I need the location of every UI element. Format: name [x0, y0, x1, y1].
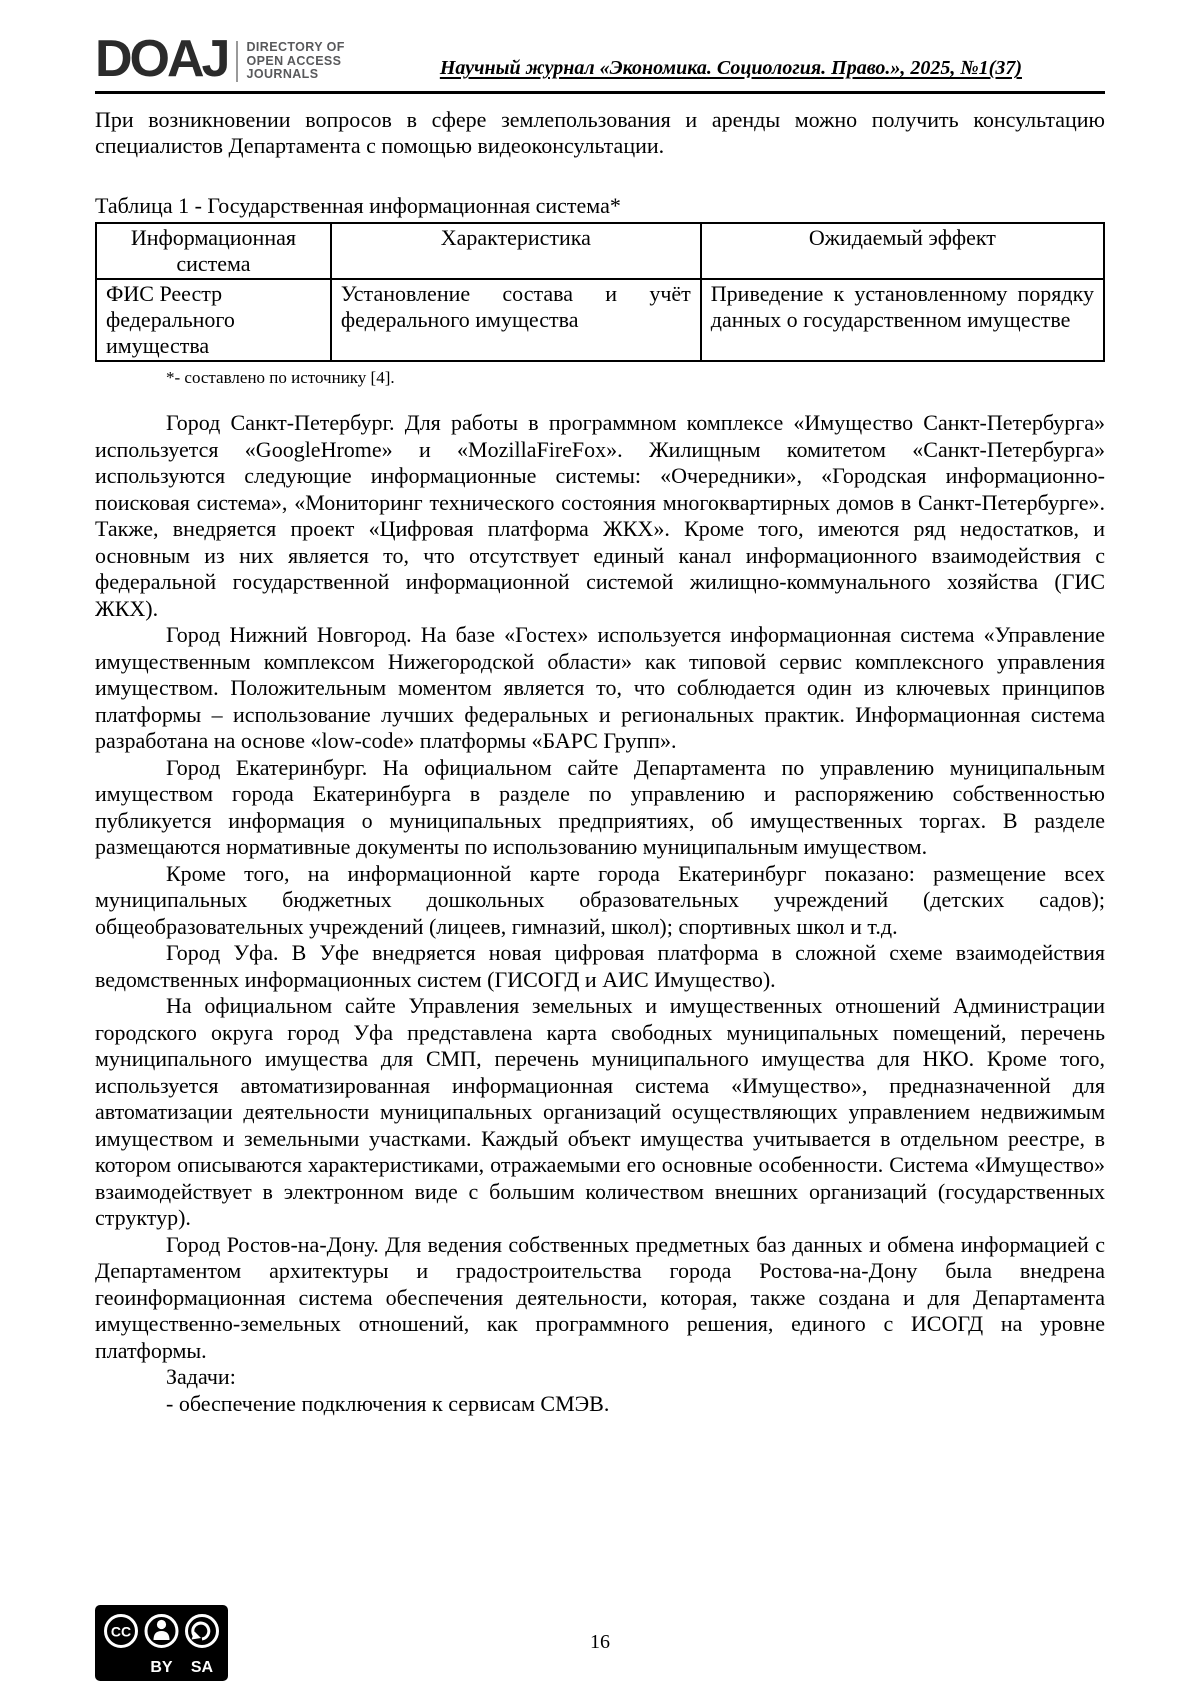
- table-cell-characteristic: Установление состава и учёт федерального имущества: [331, 279, 701, 361]
- paragraph-ufa-site: На официальном сайте Управления земельных и имущественных отношений Администрации городского округа город Уфа представлена карта свободных муниципальных помещений, перечень муниципального имущества для СМП, перечень муниципального имущества для НКО. Кроме того, используется автоматизированная информационная система «Имущество», предназначенной для автоматизации деятельности муниципальных организаций осуществляющих управлением недвижимым имуществом и земельными участками. Каждый объект имущества учитывается в отдельном реестре, в котором описываются характеристиками, отражаемыми его основные особенности. Система «Имущество» взаимодействует в электронном виде с большим количеством внешних организаций (государственных структур).: [95, 993, 1105, 1231]
- page-number: 16: [590, 1630, 610, 1653]
- table-header-characteristic: Характеристика: [331, 223, 701, 279]
- doaj-logo-line-3: JOURNALS: [246, 67, 319, 81]
- table-header-row: [96, 223, 1104, 279]
- table-cell-effect: Приведение к установленному порядку данных о государственном имуществе: [701, 279, 1104, 361]
- doaj-logo-subtext: [236, 41, 344, 82]
- doaj-logo: [95, 30, 345, 88]
- table-header-expected-effect: Ожидаемый эффект: [701, 223, 1104, 279]
- paragraph-tasks-heading: Задачи:: [166, 1364, 236, 1390]
- paragraph-ufa: Город Уфа. В Уфе внедряется новая цифровая платформа в сложной схеме взаимодействия ведомственных информационных систем (ГИСОГД и АИС Имущество).: [95, 940, 1105, 992]
- cc-icon-label: CC: [110, 1623, 132, 1639]
- paragraph-ekaterinburg: Город Екатеринбург. На официальном сайте Департамента по управлению муниципальным имуществом города Екатеринбурга в разделе по управлению и распоряжению собственностью публикуется информация о муниципальных предприятиях, об имущественных торгах. В разделе размещаются нормативные документы по использованию муниципальным имуществом.: [95, 754, 1105, 860]
- table-cell-system: ФИС Реестр федерального имущества: [96, 279, 331, 361]
- table-header-info-system: Информационная система: [96, 223, 331, 279]
- license-sa-label: SA: [190, 1658, 214, 1676]
- table-footnote: *- составлено по источнику [4].: [166, 368, 395, 388]
- paragraph-task-item: - обеспечение подключения к сервисам СМЭВ.: [166, 1390, 610, 1416]
- journal-title: Научный журнал «Экономика. Социология. Право.», 2025, №1(37): [439, 57, 1022, 80]
- license-by-label: BY: [150, 1658, 173, 1676]
- paragraph-saint-petersburg: Город Санкт-Петербург. Для работы в программном комплексе «Имущество Санкт-Петербурга» используется «GoogleHrome» и «MozillaFireFox». Жилищным комитетом «Санкт-Петербурга» используются следующие информационные системы: «Очередники», «Городская информационно-поисковая система», «Мониторинг технического состояния многоквартирных домов в Санкт-Петербурге». Также, внедряется проект «Цифровая платформа ЖКХ». Кроме того, имеются ряд недостатков, и основным из них является то, что отсутствует единый канал информационного взаимодействия с федеральной государственной информационной системой жилищно-коммунального хозяйства (ГИС ЖКХ).: [95, 410, 1105, 621]
- table-caption: Таблица 1 - Государственная информационная система*: [95, 192, 621, 218]
- doaj-logo-text: DOAJ: [95, 30, 228, 88]
- intro-paragraph: При возникновении вопросов в сфере землепользования и аренды можно получить консультацию специалистов Департамента с помощью видеоконсультации.: [95, 106, 1105, 159]
- doaj-logo-line-1: DIRECTORY OF: [246, 40, 345, 54]
- paragraph-nizhny-novgorod: Город Нижний Новгород. На базе «Гостех» используется информационная система «Управление имущественным комплексом Нижегородской области» как типовой сервис комплексного управления имуществом. Положительным моментом является то, что соблюдается один из ключевых принципов платформы – использование лучших федеральных и региональных практик. Информационная система разработана на основе «low-code» платформы «БАРС Групп».: [95, 622, 1105, 754]
- paragraph-ekaterinburg-map: Кроме того, на информационной карте города Екатеринбург показано: размещение всех муниципальных бюджетных дошкольных образовательных учреждений (детских садов); общеобразовательных учреждений (лицеев, гимназий, школ); спортивных школ и т.д.: [95, 860, 1105, 939]
- gis-table: [95, 222, 1105, 362]
- doaj-logo-line-2: OPEN ACCESS: [246, 53, 342, 68]
- table-row: [96, 279, 1104, 361]
- page-header: [95, 30, 1105, 94]
- paragraph-rostov: Город Ростов-на-Дону. Для ведения собственных предметных баз данных и обмена информацией с Департаментом архитектуры и градостроительства города Ростова-на-Дону была внедрена геоинформационная система обеспечения деятельности, которая, также создана и для Департамента имущественно-земельных отношений, как программного решения, единого с ИСОГД на уровне платформы.: [95, 1231, 1105, 1363]
- article-body: [95, 107, 1105, 1418]
